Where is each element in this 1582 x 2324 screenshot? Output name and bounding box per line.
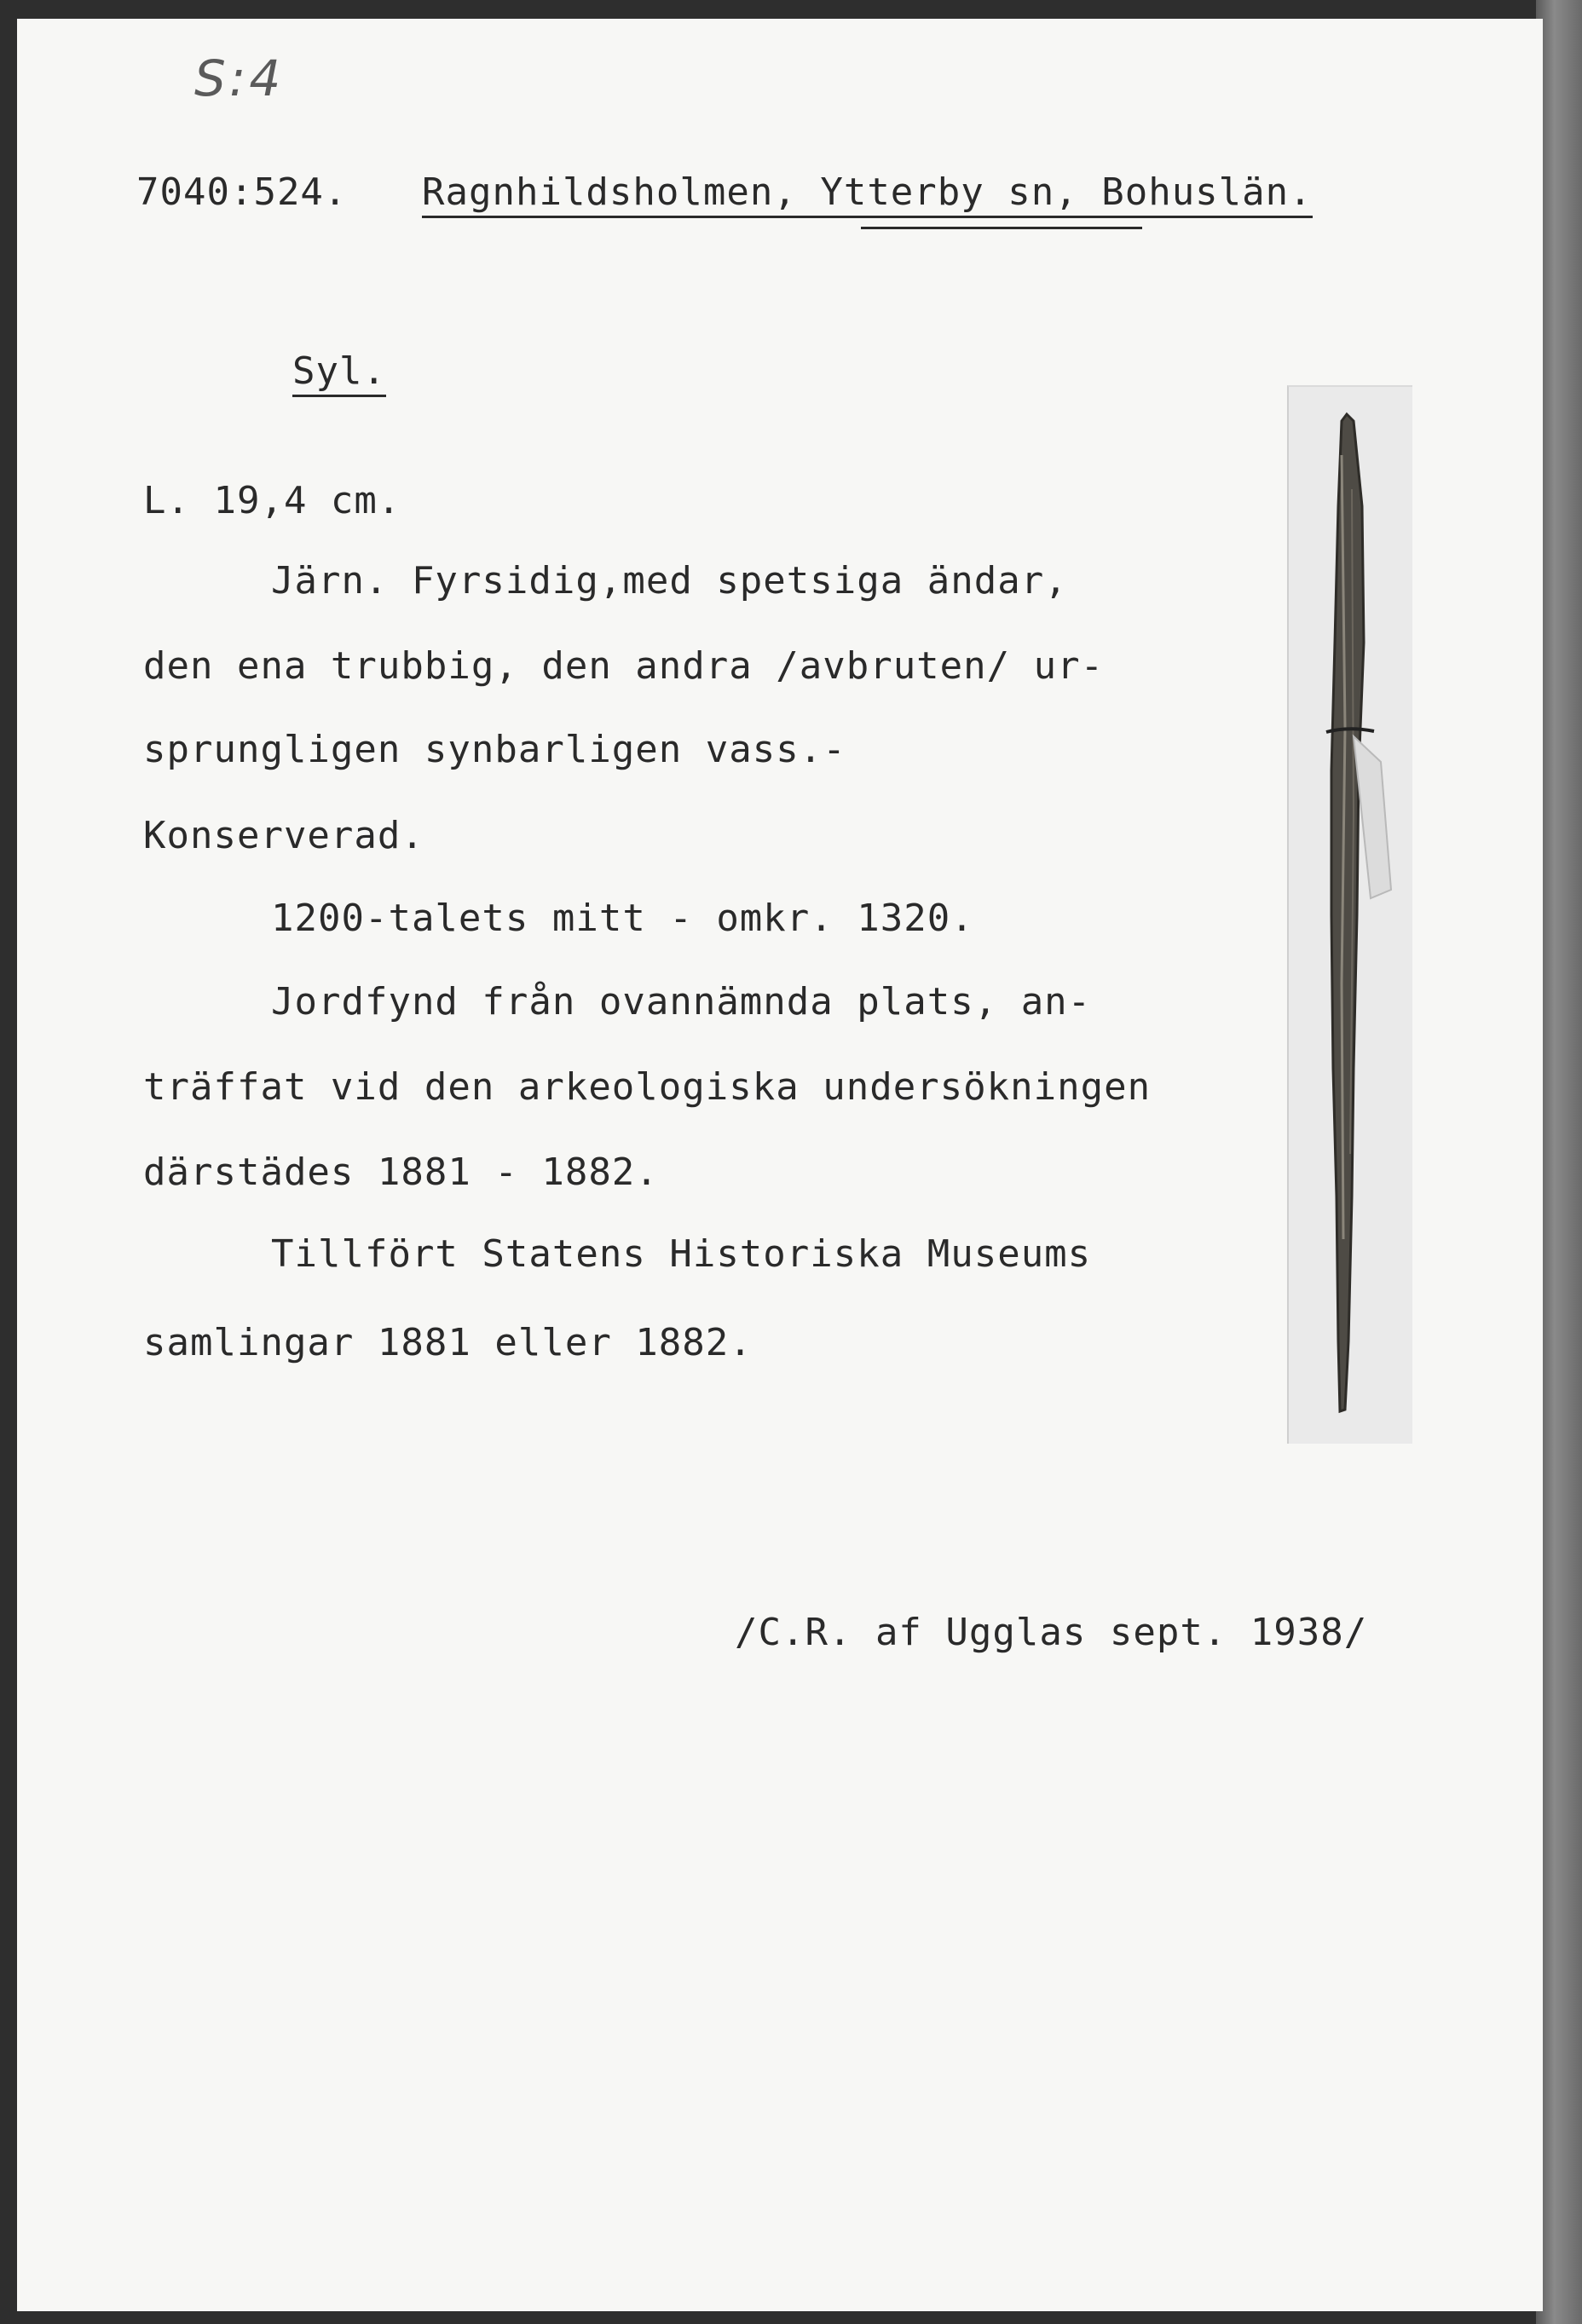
description-line-1: Järn. Fyrsidig,med spetsiga ändar,: [271, 559, 1068, 603]
iron-awl-image: [1289, 387, 1412, 1444]
catalog-number: 7040:524.: [136, 170, 348, 214]
signature-line: /C.R. af Ugglas sept. 1938/: [735, 1611, 1368, 1654]
location-underline: [861, 227, 1142, 229]
provenance-line-2: träffat vid den arkeologiska undersökningen: [143, 1065, 1152, 1109]
object-name: Syl.: [292, 349, 386, 397]
description-line-2: den ena trubbig, den andra /avbruten/ ur-: [143, 644, 1105, 688]
card-edge: [1536, 0, 1582, 2324]
acquisition-line-1: Tillfört Statens Historiska Museums: [271, 1232, 1092, 1276]
provenance-line-1: Jordfynd från ovannämnda plats, an-: [271, 980, 1092, 1024]
dating-line: 1200-talets mitt - omkr. 1320.: [271, 897, 974, 940]
provenance-line-3: därstädes 1881 - 1882.: [143, 1150, 659, 1194]
artifact-photo: [1287, 385, 1412, 1444]
find-location: Ragnhildsholmen, Ytterby sn, Bohuslän.: [422, 170, 1313, 218]
acquisition-line-2: samlingar 1881 eller 1882.: [143, 1321, 753, 1364]
description-line-4: Konserverad.: [143, 814, 424, 857]
object-length: L. 19,4 cm.: [143, 479, 401, 522]
handwritten-reference: S:4: [194, 49, 285, 107]
description-line-3: sprungligen synbarligen vass.-: [143, 728, 846, 771]
